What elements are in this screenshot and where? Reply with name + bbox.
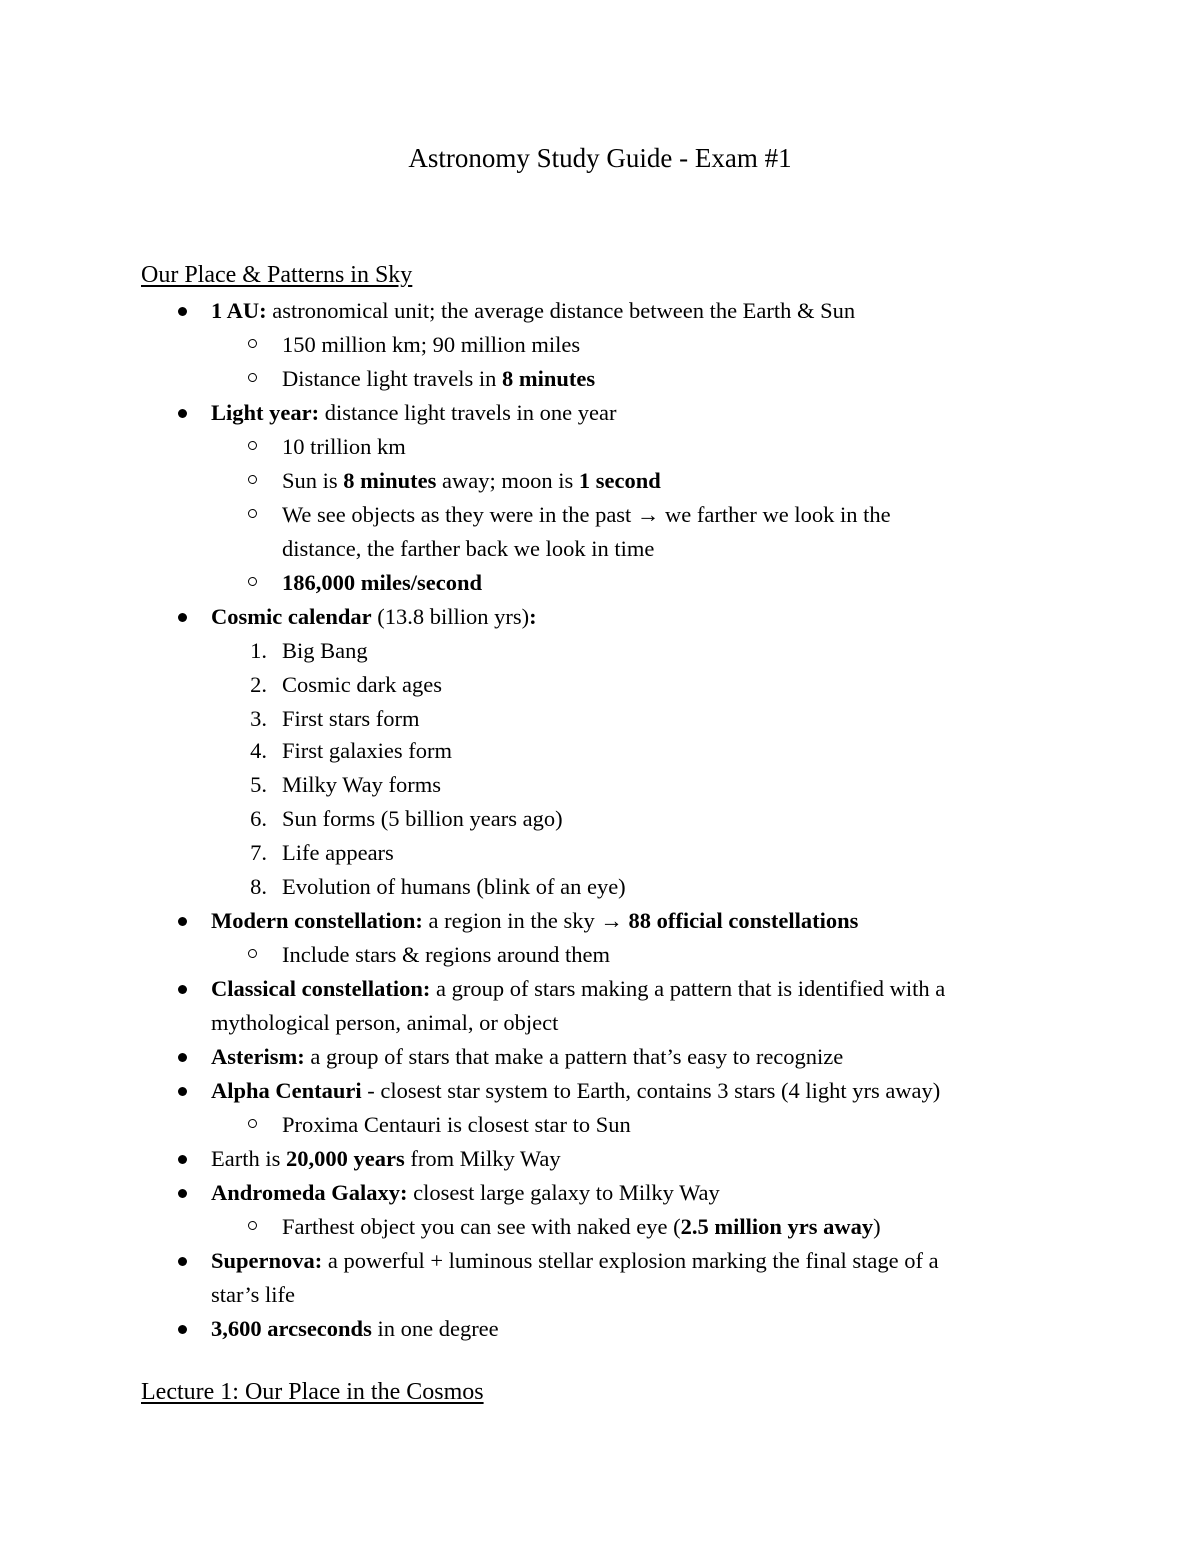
list-item-earth: Earth is 20,000 years from Milky Way [211,1146,561,1171]
bullet-dot-icon [178,1325,187,1334]
ordered-item: First galaxies form [282,738,452,763]
sub-item-au-light: Distance light travels in 8 minutes [282,366,596,391]
bullet-dot-icon [178,1053,187,1062]
bullet-dot-icon [178,1189,187,1198]
list-item-andromeda: Andromeda Galaxy: closest large galaxy to Milky Way [211,1180,720,1205]
ordered-item: Big Bang [282,638,368,663]
bullet-circle-icon [248,373,257,382]
list-item-asterism: Asterism: a group of stars that make a pattern that’s easy to recognize [211,1044,844,1069]
ordered-number: 3. [250,706,267,731]
ordered-number: 8. [250,874,267,899]
ordered-item: Sun forms (5 billion years ago) [282,806,563,831]
ordered-number: 2. [250,672,267,697]
bullet-circle-icon [248,577,257,586]
bullet-circle-icon [248,475,257,484]
section-heading-our-place: Our Place & Patterns in Sky [141,262,413,288]
sub-item-ly-past-line1: We see objects as they were in the past → we farther we look in the [282,502,891,527]
list-item-light-year: Light year: distance light travels in one year [211,400,617,425]
list-item-cosmic-calendar: Cosmic calendar (13.8 billion yrs): [211,604,537,629]
bullet-circle-icon [248,509,257,518]
document-title: Astronomy Study Guide - Exam #1 [408,143,792,173]
ordered-item: Life appears [282,840,394,865]
ordered-item: First stars form [282,706,420,731]
list-item-supernova-cont: star’s life [211,1282,295,1307]
ordered-item: Cosmic dark ages [282,672,442,697]
list-item-modern-constellation: Modern constellation: a region in the sky → 88 official constellations [211,908,859,933]
sub-item-ly-km: 10 trillion km [282,434,406,459]
ordered-item: Milky Way forms [282,772,442,797]
bullet-dot-icon [178,613,187,622]
list-item-arcseconds: 3,600 arcseconds in one degree [211,1316,499,1341]
ordered-number: 6. [250,806,267,831]
sub-item-proxima: Proxima Centauri is closest star to Sun [282,1112,631,1137]
list-item-au: 1 AU: astronomical unit; the average distance between the Earth & Sun [211,298,856,323]
bullet-dot-icon [178,1155,187,1164]
sub-item-ly-sun-moon: Sun is 8 minutes away; moon is 1 second [282,468,661,493]
sub-item-ly-past-line2: distance, the farther back we look in time [282,536,655,561]
sub-item-au-distance: 150 million km; 90 million miles [282,332,581,357]
list-item-supernova: Supernova: a powerful + luminous stellar explosion marking the final stage of a [211,1248,939,1273]
bullet-dot-icon [178,917,187,926]
list-item-classical-constellation: Classical constellation: a group of stars making a pattern that is identified with a [211,976,946,1001]
bullet-circle-icon [248,339,257,348]
ordered-number: 7. [250,840,267,865]
sub-item-modern: Include stars & regions around them [282,942,611,967]
sub-item-andromeda: Farthest object you can see with naked eye (2.5 million yrs away) [282,1214,881,1239]
sub-item-ly-speed: 186,000 miles/second [282,570,482,595]
ordered-number: 1. [250,638,267,663]
bullet-dot-icon [178,409,187,418]
bullet-circle-icon [248,1119,257,1128]
section-heading-lecture-1: Lecture 1: Our Place in the Cosmos [141,1379,484,1405]
bullet-dot-icon [178,1087,187,1096]
bullet-circle-icon [248,1221,257,1230]
bullet-dot-icon [178,307,187,316]
bullet-circle-icon [248,441,257,450]
ordered-number: 5. [250,772,267,797]
list-item-classical-constellation-cont: mythological person, animal, or object [211,1010,559,1035]
list-item-alpha-centauri: Alpha Centauri - closest star system to Earth, contains 3 stars (4 light yrs away) [211,1078,941,1103]
bullet-circle-icon [248,949,257,958]
bullet-dot-icon [178,985,187,994]
bullet-dot-icon [178,1257,187,1266]
ordered-item: Evolution of humans (blink of an eye) [282,874,626,899]
ordered-number: 4. [250,738,267,763]
